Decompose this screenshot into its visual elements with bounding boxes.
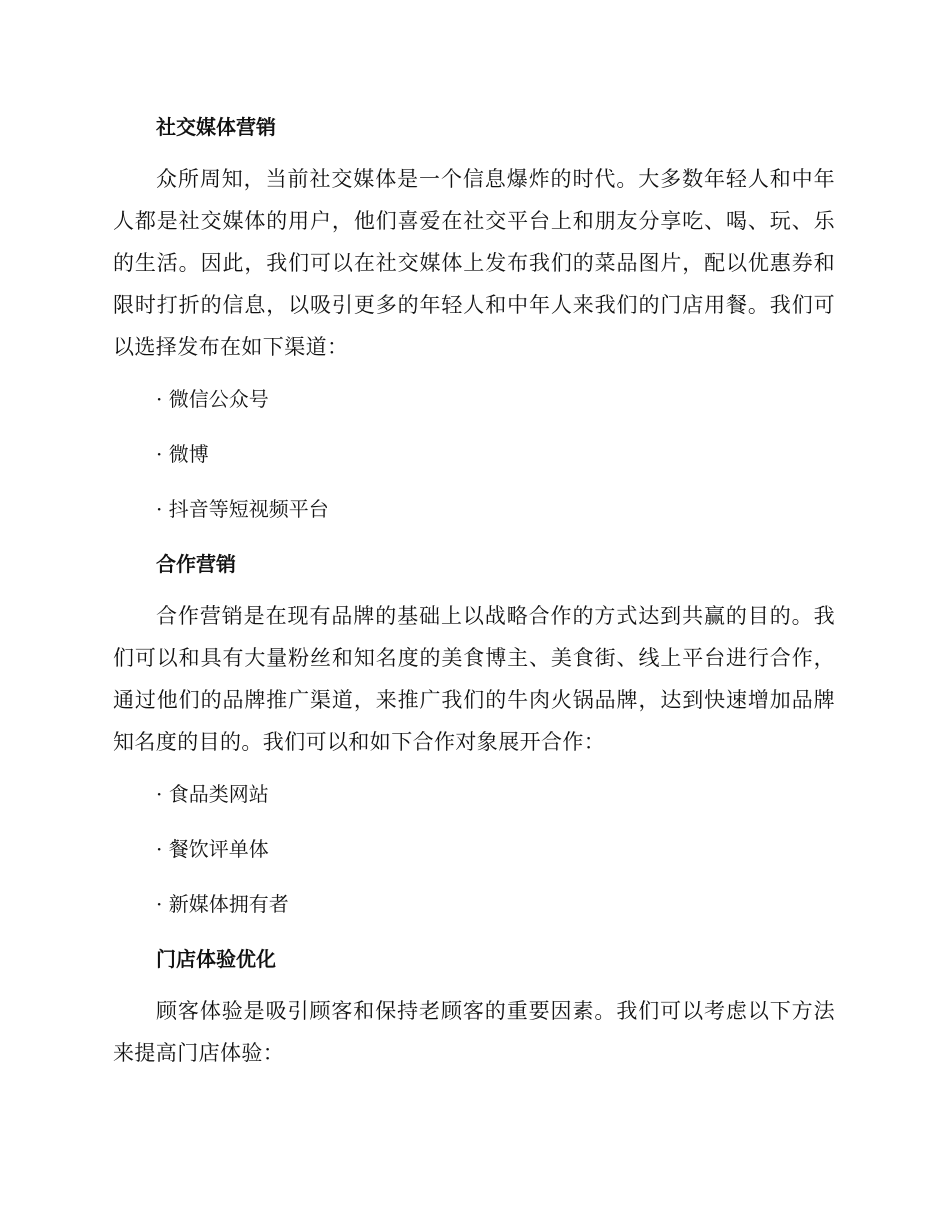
list-item: · 微博 [156,442,209,466]
section-heading: 社交媒体营销 [156,115,276,139]
section-heading: 合作营销 [156,552,236,576]
list-item: · 微信公众号 [156,387,269,411]
section-paragraph: 顾客体验是吸引顾客和保持老顾客的重要因素。我们可以考虑以下方法来提高门店体验： [113,999,835,1065]
section-store-experience [113,939,835,1074]
partner-list [113,774,835,924]
document-page [113,107,835,1085]
section-social-media [113,107,835,529]
section-partnership [113,544,835,924]
channel-list [113,379,835,529]
list-item: · 食品类网站 [156,782,269,806]
section-heading: 门店体验优化 [156,947,276,971]
section-paragraph: 合作营销是在现有品牌的基础上以战略合作的方式达到共赢的目的。我们可以和具有大量粉丝和知名度的美食博主、美食街、线上平台进行合作，通过他们的品牌推广渠道，来推广我们的牛肉火锅品牌，达到快速增加品牌知名度的目的。我们可以和如下合作对象展开合作： [113,604,835,754]
section-paragraph: 众所周知，当前社交媒体是一个信息爆炸的时代。大多数年轻人和中年人都是社交媒体的用户，他们喜爱在社交平台上和朋友分享吃、喝、玩、乐的生活。因此，我们可以在社交媒体上发布我们的菜品图片，配以优惠券和限时打折的信息，以吸引更多的年轻人和中年人来我们的门店用餐。我们可以选择发布在如下渠道： [113,167,835,359]
list-item: · 抖音等短视频平台 [156,497,329,521]
list-item: · 新媒体拥有者 [156,892,289,916]
list-item: · 餐饮评单体 [156,837,269,861]
